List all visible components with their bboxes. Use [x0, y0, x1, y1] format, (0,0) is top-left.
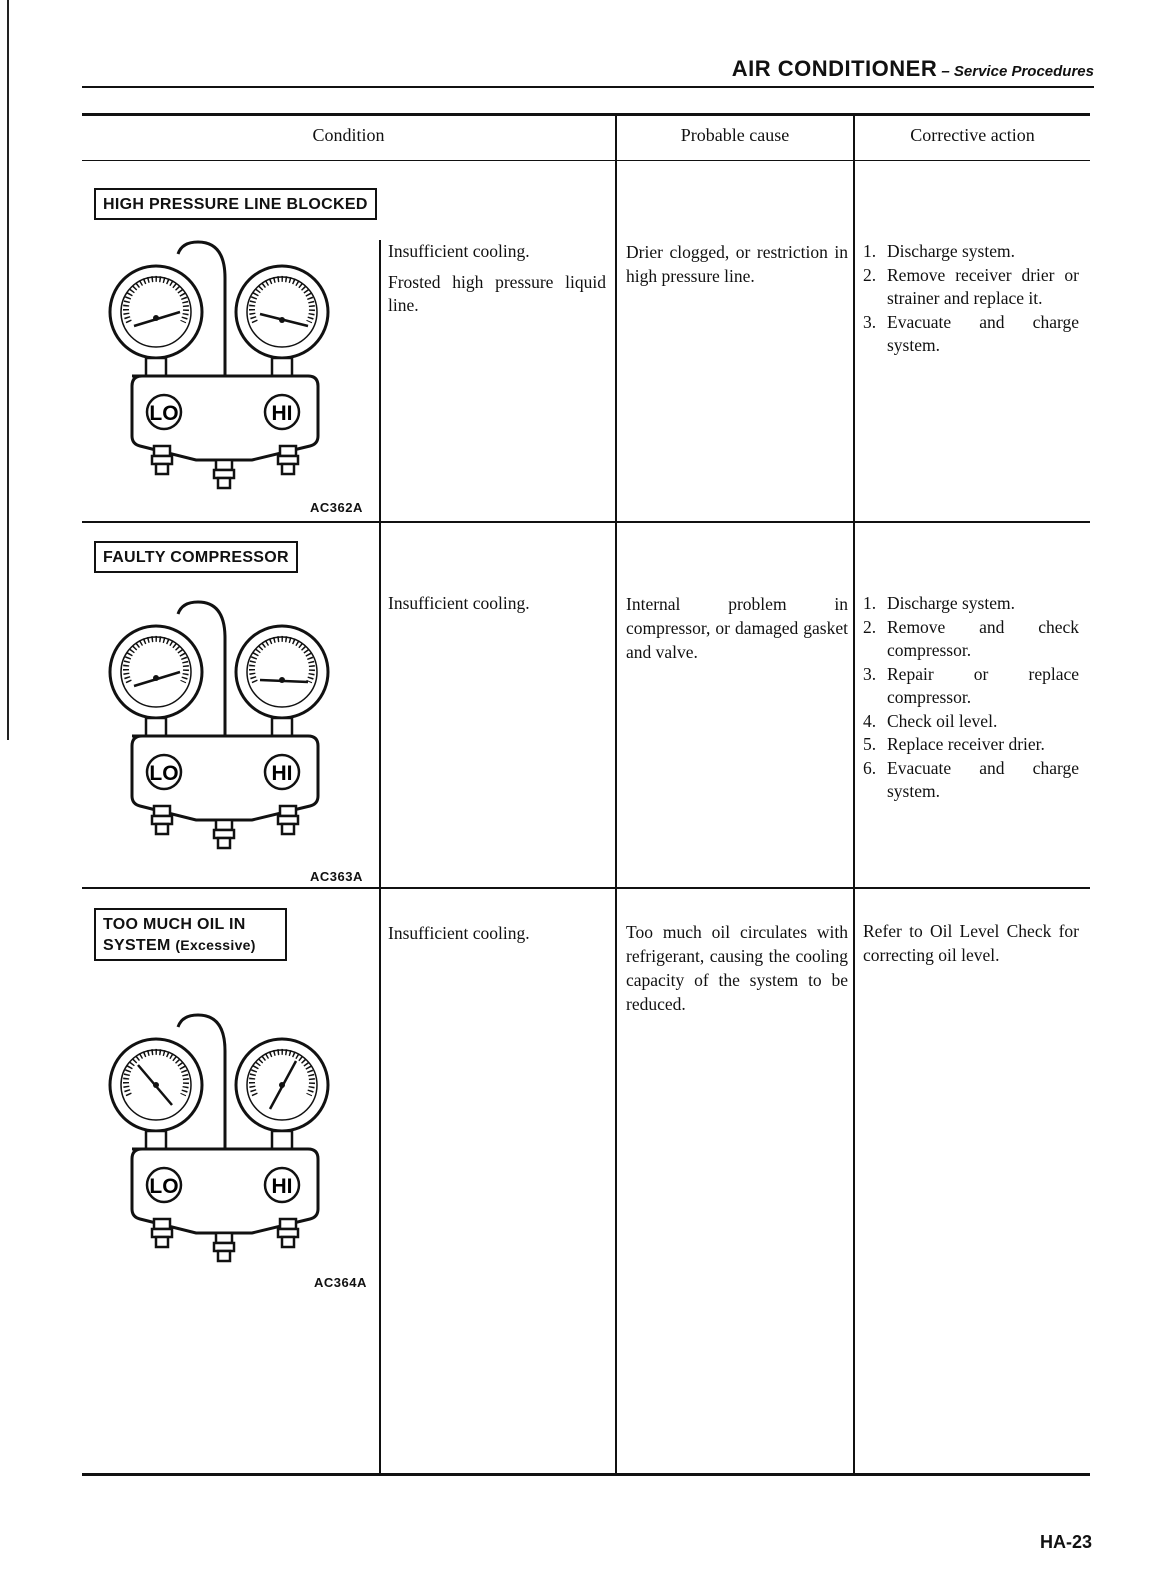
table-header-rule — [82, 160, 1090, 161]
hi-label: HI — [271, 762, 293, 785]
column-divider — [853, 113, 855, 1475]
symptoms — [388, 922, 606, 953]
lo-label: LO — [149, 762, 179, 785]
symptom: Insufficient cooling. — [388, 923, 530, 943]
troubleshooting-table — [82, 113, 1090, 1475]
gauge-manifold-figure — [102, 600, 382, 890]
page-number: HA-23 — [1039, 1532, 1092, 1552]
lo-label: LO — [149, 402, 179, 425]
scan-edge-line — [7, 0, 9, 740]
action-step: 3. Repair or replace compressor. — [863, 663, 1079, 707]
action-step: 5. Replace receiver drier. — [863, 734, 1045, 754]
symptom: Insufficient cooling. — [388, 241, 530, 261]
symptoms — [388, 592, 606, 623]
table-bottom-rule — [82, 1473, 1090, 1476]
action-step: 2. Remove receiver drier or strainer and replace it. — [863, 264, 1079, 308]
symptom: Insufficient cooling. — [388, 593, 530, 613]
column-header-cause: Probable cause — [680, 125, 790, 145]
condition-label-line: TOO MUCH OIL IN — [103, 916, 246, 933]
table-top-rule — [82, 113, 1090, 116]
probable-cause: Drier clogged, or restriction in high pressure line. — [626, 242, 848, 286]
symptoms — [388, 240, 606, 325]
hi-label: HI — [271, 1175, 293, 1198]
manifold-gauge-drawing — [102, 1013, 382, 1293]
figure-code: AC362A — [310, 500, 363, 515]
condition-label — [94, 908, 287, 961]
column-header-condition: Condition — [312, 125, 385, 145]
symptom: Frosted high pressure liquid line. — [388, 272, 606, 315]
page-header — [732, 56, 1094, 82]
lo-label: LO — [149, 1175, 179, 1198]
corrective-actions — [863, 240, 1079, 358]
corrective-action: Refer to Oil Level Check for correcting oil level. — [863, 921, 1079, 965]
manifold-gauge-drawing — [102, 240, 382, 520]
condition-label-line: SYSTEM — [103, 937, 171, 954]
action-step: 2. Remove and check compressor. — [863, 616, 1079, 660]
gauge-manifold-figure — [102, 240, 382, 530]
gauge-manifold-figure — [102, 1013, 382, 1303]
corrective-actions — [863, 592, 1079, 804]
action-step: 4. Check oil level. — [863, 710, 998, 731]
header-rule — [82, 86, 1094, 88]
condition-label: HIGH PRESSURE LINE BLOCKED — [94, 188, 377, 220]
action-step: 1. Discharge system. — [863, 593, 1015, 613]
column-divider — [615, 113, 617, 1475]
figure-code: AC363A — [310, 869, 363, 884]
hi-label: HI — [271, 402, 293, 425]
header-subtitle: Service Procedures — [953, 63, 1094, 80]
column-header-action: Corrective action — [910, 125, 1035, 145]
header-title: AIR CONDITIONER — [731, 56, 938, 81]
action-step: 3. Evacuate and charge system. — [863, 311, 1079, 355]
manifold-gauge-drawing — [102, 600, 382, 880]
probable-cause: Too much oil circulates with refrigerant, causing the cooling capacity of the system to be reduced. — [626, 922, 848, 1014]
header-separator: – — [937, 63, 954, 80]
condition-label: FAULTY COMPRESSOR — [94, 541, 298, 573]
action-step: 1. Discharge system. — [863, 241, 1015, 261]
condition-note: (Excessive) — [175, 937, 256, 953]
figure-code: AC364A — [314, 1275, 367, 1290]
probable-cause: Internal problem in compressor, or damaged gasket and valve. — [626, 594, 848, 662]
action-step: 6. Evacuate and charge system. — [863, 757, 1079, 801]
